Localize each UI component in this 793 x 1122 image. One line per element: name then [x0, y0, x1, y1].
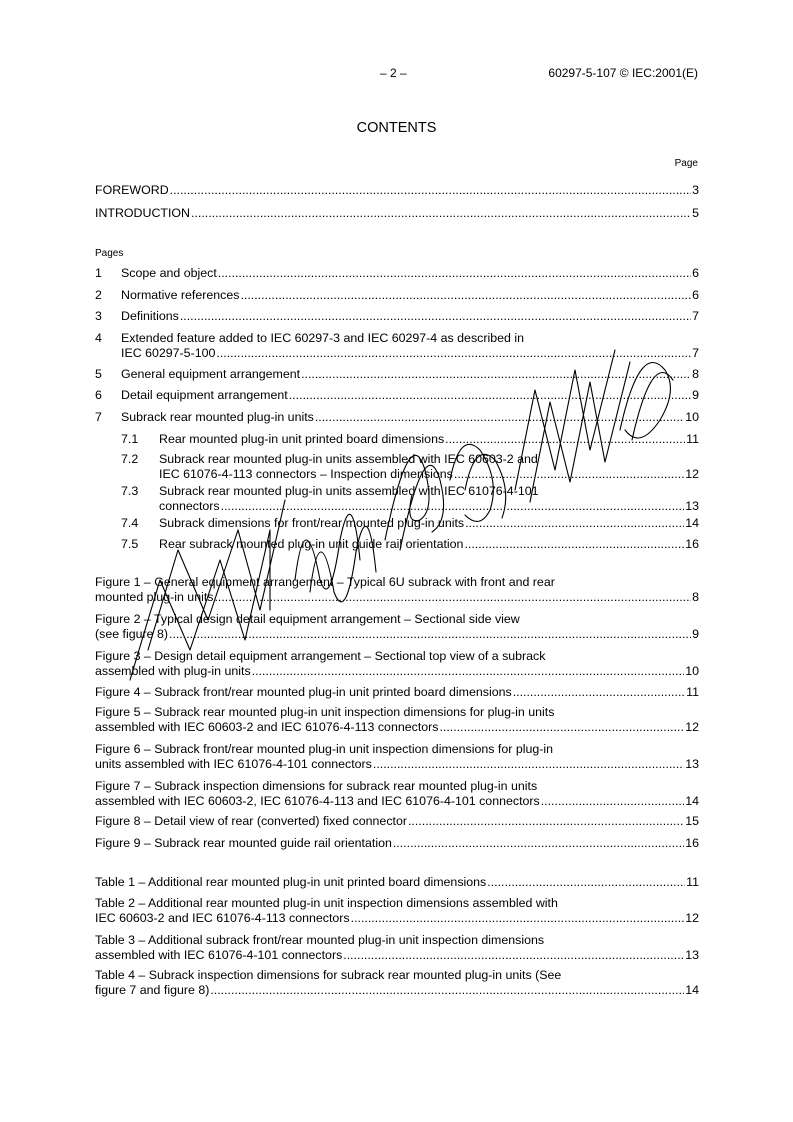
- entry-page-number: 6: [692, 266, 699, 280]
- entry-number: 7.4: [121, 516, 139, 530]
- entry-title: figure 7 and figure 8): [95, 983, 210, 997]
- entry-title: mounted plug-in units: [95, 590, 214, 604]
- dot-leader: [464, 537, 684, 552]
- entry-page-number: 8: [692, 590, 699, 604]
- toc-entry-subclause[interactable]: [95, 484, 699, 514]
- entry-title: Figure 1 – General equipment arrangement – Typical 6U subrack with front and rear: [95, 575, 555, 589]
- dot-leader: [301, 367, 691, 382]
- dot-leader: [315, 410, 684, 425]
- entry-page-number: 11: [686, 432, 699, 446]
- entry-title: Subrack dimensions for front/rear mounted plug-in units: [159, 516, 465, 530]
- entry-title: connectors: [159, 499, 220, 513]
- entry-number: 1: [95, 266, 102, 280]
- entry-title: Figure 2 – Typical design detail equipment arrangement – Sectional side view: [95, 612, 520, 626]
- toc-entry-table[interactable]: [95, 896, 699, 926]
- entry-title: IEC 60297-5-100: [121, 346, 216, 360]
- dot-leader: [393, 836, 684, 851]
- entry-title: Subrack rear mounted plug-in units assembled with IEC 60603-2 and: [159, 452, 538, 466]
- dot-leader: [191, 206, 691, 221]
- dot-leader: [170, 183, 691, 198]
- entry-title: units assembled with IEC 61076-4-101 connectors: [95, 757, 372, 771]
- entry-page-number: 13: [685, 757, 699, 771]
- entry-page-number: 12: [685, 467, 699, 481]
- entry-number: 7.2: [121, 452, 139, 466]
- toc-entry-clause[interactable]: [95, 410, 699, 425]
- dot-leader: [216, 346, 691, 361]
- entry-page-number: 9: [692, 388, 699, 402]
- entry-title: Table 2 – Additional rear mounted plug-in unit inspection dimensions assembled with: [95, 896, 558, 910]
- entry-title: Subrack rear mounted plug-in units: [121, 410, 314, 424]
- dot-leader: [513, 685, 685, 700]
- entry-page-number: 16: [685, 537, 699, 551]
- entry-title: General equipment arrangement: [121, 367, 301, 381]
- dot-leader: [221, 499, 685, 514]
- entry-title: assembled with IEC 60603-2, IEC 61076-4-113 and IEC 61076-4-101 connectors: [95, 794, 540, 808]
- entry-title: Subrack rear mounted plug-in units assembled with IEC 61076-4-101: [159, 484, 539, 498]
- dot-leader: [439, 720, 684, 735]
- contents-title: CONTENTS: [356, 120, 437, 136]
- toc-entry-subclause[interactable]: [95, 537, 699, 552]
- entry-page-number: 14: [685, 794, 699, 808]
- dot-leader: [252, 664, 685, 679]
- dot-leader: [373, 757, 684, 772]
- toc-entry-figure[interactable]: [95, 836, 699, 851]
- entry-page-number: 13: [685, 948, 699, 962]
- entry-page-number: 3: [692, 183, 699, 197]
- entry-page-number: 16: [685, 836, 699, 850]
- dot-leader: [541, 794, 684, 809]
- entry-title: FOREWORD: [95, 183, 169, 197]
- toc-entry-clause[interactable]: [95, 331, 699, 361]
- entry-page-number: 13: [685, 499, 699, 513]
- entry-title: Rear mounted plug-in unit printed board dimensions: [159, 432, 445, 446]
- entry-page-number: 11: [686, 875, 699, 889]
- entry-page-number: 11: [686, 685, 699, 699]
- toc-entry-front[interactable]: [95, 183, 699, 198]
- entry-page-number: 14: [685, 983, 699, 997]
- entry-page-number: 8: [692, 367, 699, 381]
- dot-leader: [343, 948, 684, 963]
- entry-page-number: 5: [692, 206, 699, 220]
- entry-page-number: 12: [685, 720, 699, 734]
- entry-number: 7: [95, 410, 102, 424]
- entry-title: Figure 7 – Subrack inspection dimensions for subrack rear mounted plug-in units: [95, 779, 538, 793]
- entry-page-number: 7: [692, 346, 699, 360]
- entry-number: 3: [95, 309, 102, 323]
- dot-leader: [351, 911, 685, 926]
- header-page-number: – 2 –: [380, 66, 407, 80]
- toc-entry-subclause[interactable]: [95, 516, 699, 531]
- dot-leader: [487, 875, 685, 890]
- toc-entry-clause[interactable]: [95, 388, 699, 403]
- entry-number: 7.3: [121, 484, 139, 498]
- toc-entry-table[interactable]: [95, 968, 699, 998]
- entry-title: IEC 61076-4-113 connectors – Inspection dimensions: [159, 467, 453, 481]
- dot-leader: [218, 266, 691, 281]
- entry-title: Table 3 – Additional subrack front/rear mounted plug-in unit inspection dimensions: [95, 933, 545, 947]
- entry-page-number: 14: [685, 516, 699, 530]
- toc-entry-figure[interactable]: [95, 649, 699, 679]
- entry-title: assembled with IEC 60603-2 and IEC 61076-4-113 connectors: [95, 720, 439, 734]
- entry-title: Figure 9 – Subrack rear mounted guide rail orientation: [95, 836, 392, 850]
- dot-leader: [445, 432, 685, 447]
- toc-entry-table[interactable]: [95, 875, 699, 890]
- entry-number: 4: [95, 331, 102, 345]
- dot-leader: [214, 590, 691, 605]
- toc-entry-clause[interactable]: [95, 309, 699, 324]
- entry-title: assembled with IEC 61076-4-101 connectors: [95, 948, 343, 962]
- entry-title: Figure 3 – Design detail equipment arrangement – Sectional top view of a subrack: [95, 649, 546, 663]
- entry-page-number: 12: [685, 911, 699, 925]
- toc-entry-figure[interactable]: [95, 575, 699, 605]
- dot-leader: [289, 388, 691, 403]
- dot-leader: [465, 516, 684, 531]
- dot-leader: [180, 309, 691, 324]
- entry-title: Detail equipment arrangement: [121, 388, 288, 402]
- toc-entry-figure[interactable]: [95, 705, 699, 735]
- toc-entry-subclause[interactable]: [95, 452, 699, 482]
- entry-title: Rear subrack mounted plug-in unit guide rail orientation: [159, 537, 464, 551]
- entry-number: 7.1: [121, 432, 139, 446]
- entry-title: (see figure 8): [95, 627, 169, 641]
- entry-title: Normative references: [121, 288, 240, 302]
- entry-title: Figure 6 – Subrack front/rear mounted plug-in unit inspection dimensions for plug-in: [95, 742, 554, 756]
- entry-number: 2: [95, 288, 102, 302]
- entry-title: Figure 8 – Detail view of rear (converted) fixed connector: [95, 814, 407, 828]
- entry-title: Extended feature added to IEC 60297-3 and IEC 60297-4 as described in: [121, 331, 524, 345]
- entry-title: assembled with plug-in units: [95, 664, 251, 678]
- toc-entry-figure[interactable]: [95, 814, 699, 829]
- dot-leader: [454, 467, 684, 482]
- dot-leader: [408, 814, 684, 829]
- entry-number: 6: [95, 388, 102, 402]
- entry-page-number: 6: [692, 288, 699, 302]
- entry-number: 5: [95, 367, 102, 381]
- entry-page-number: 15: [685, 814, 699, 828]
- entry-title: Figure 5 – Subrack rear mounted plug-in unit inspection dimensions for plug-in units: [95, 705, 555, 719]
- toc-entry-figure[interactable]: [95, 742, 699, 772]
- dot-leader: [240, 288, 691, 303]
- entry-title: INTRODUCTION: [95, 206, 190, 220]
- entry-title: Table 4 – Subrack inspection dimensions for subrack rear mounted plug-in units (See: [95, 968, 562, 982]
- toc-entry-figure[interactable]: [95, 612, 699, 642]
- header-document-id: 60297-5-107 © IEC:2001(E): [548, 66, 698, 80]
- toc-entry-figure[interactable]: [95, 685, 699, 700]
- entry-page-number: 10: [685, 664, 699, 678]
- toc-entry-table[interactable]: [95, 933, 699, 963]
- entry-number: 7.5: [121, 537, 139, 551]
- entry-title: Figure 4 – Subrack front/rear mounted plug-in unit printed board dimensions: [95, 685, 512, 699]
- toc-entry-figure[interactable]: [95, 779, 699, 809]
- pages-label: Pages: [95, 248, 124, 259]
- toc-entry-subclause[interactable]: [95, 432, 699, 447]
- toc-entry-clause[interactable]: [95, 266, 699, 281]
- entry-title: Table 1 – Additional rear mounted plug-in unit printed board dimensions: [95, 875, 487, 889]
- toc-entry-clause[interactable]: [95, 367, 699, 382]
- entry-page-number: 9: [692, 627, 699, 641]
- entry-title: Scope and object: [121, 266, 217, 280]
- dot-leader: [169, 627, 691, 642]
- entry-page-number: 7: [692, 309, 699, 323]
- toc-entry-front[interactable]: [95, 206, 699, 221]
- entry-title: IEC 60603-2 and IEC 61076-4-113 connectors: [95, 911, 350, 925]
- page-column-label: Page: [674, 158, 698, 169]
- entry-page-number: 10: [685, 410, 699, 424]
- dot-leader: [210, 983, 684, 998]
- entry-title: Definitions: [121, 309, 179, 323]
- toc-entry-clause[interactable]: [95, 288, 699, 303]
